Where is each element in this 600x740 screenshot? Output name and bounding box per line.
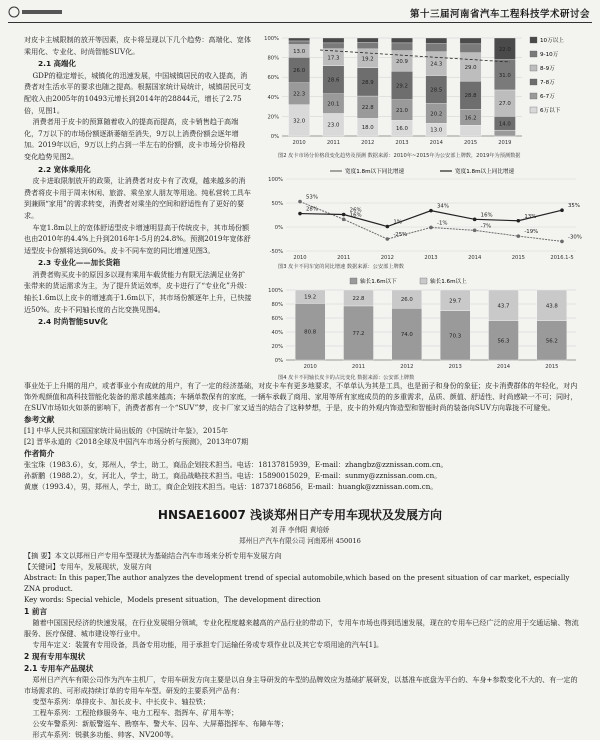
- legend-swatch: [530, 65, 537, 71]
- axle-length-stacked-chart: [260, 276, 590, 374]
- bar-segment: [289, 41, 310, 45]
- section-2-1-paragraph-2: 消费者用于皮卡的预算随着收入的提高而提高，皮卡销售趋于高端化，7万以下的市场份额逐渐萎缩至消失，9万以上消费份额会逐年增加。2019年以后，9万以上约占到一半左右的份额，皮卡市场分价格段变化趋势见图2。: [24, 117, 246, 161]
- data-point: [429, 209, 433, 213]
- author-bio-1: 张宝珠（1983.6），女，郑州人，学士，助工，商品企划技术担当。电话：18137815939，E-mail：zhangbz@zznissan.com.cn。: [24, 460, 448, 469]
- article-body: [24, 550, 584, 740]
- data-label: 22.0: [498, 46, 511, 53]
- section-2-1b-paragraph: 郑州日产汽车有限公司作为汽车主机厂，专用车研发方向主要是以自身主导研发的车型的品牌效应为基础扩展研发，以基准车底盘为平台的、车身+参数变化不大的、有一定的市场需求的、可形成持续订单的专用车车型。研发的主要系列产品有：: [24, 675, 578, 695]
- point-label: -30%: [568, 234, 582, 241]
- y-tick-label: 50%: [271, 201, 283, 207]
- data-label: 43.8: [545, 303, 558, 310]
- article-authors: 刘 萍 李伟阳 黄培娇: [270, 526, 330, 534]
- data-label: 32.0: [293, 118, 306, 125]
- point-label: -19%: [524, 229, 539, 236]
- point-label: 35%: [568, 203, 580, 210]
- y-tick-label: 20%: [267, 114, 279, 121]
- bar-segment: [460, 44, 481, 53]
- header-title: 第十三届河南省汽车工程科技学术研讨会: [409, 9, 590, 20]
- x-tick-label: 2010: [293, 255, 307, 261]
- data-point: [473, 229, 477, 233]
- data-label: 29.7: [449, 298, 462, 305]
- data-label: 56.3: [497, 338, 510, 345]
- legend-label: 8-9万: [540, 66, 555, 72]
- y-tick-label: -50%: [269, 249, 283, 255]
- point-label: 16%: [480, 212, 493, 219]
- legend-swatch: [350, 278, 357, 284]
- section-2-1b-heading: 2.1 专用车产品现状: [24, 664, 94, 673]
- section-1-paragraph-1: 随着中国国民经济的快速发展，在行业发展细分领域，专业化程度越来越高的产品行业的带动下，专用车市场也得到迅速发展，现在的专用车已经广泛的应用于交通运输、物流服务、医疗保健、城市建设等行业中。: [24, 618, 579, 638]
- data-label: 43.7: [497, 303, 510, 310]
- data-label: 56.2: [545, 338, 558, 345]
- point-label: 26%: [349, 207, 362, 214]
- x-tick-label: 2016.1-5: [550, 255, 574, 261]
- y-tick-label: 100%: [264, 36, 279, 42]
- data-label: 19.2: [361, 56, 374, 63]
- data-label: 22.8: [352, 295, 365, 302]
- x-tick-label: 2014: [429, 140, 443, 146]
- figure-4-caption: 图4 皮卡不同轴长皮卡的占比变化 数据来源：公安部上牌数: [278, 375, 415, 381]
- x-tick-label: 2011: [337, 255, 351, 261]
- keywords-cn: 【关键词】专用车，发展现状，发展方向: [24, 562, 152, 571]
- trend-line: [320, 50, 510, 62]
- legend-swatch: [420, 278, 427, 284]
- section-2-2-paragraph-2: 车宽1.8m以上的宽体舒适型皮卡增速明显高于传统皮卡，其市场份额也由2010年的4.4%上升到2016年1-5月的24.8%。预测2019年宽体舒适型皮卡份额将达到60%。皮卡不同车宽的同比增速见图3。: [24, 222, 251, 255]
- x-tick-label: 2015: [545, 364, 559, 370]
- bar-segment: [460, 125, 481, 136]
- bar-segment: [323, 43, 344, 49]
- bar-segment: [289, 38, 310, 41]
- product-list-item: 变型车系列：单排皮卡、加长皮卡、中长皮卡、轴拉铁；: [32, 697, 210, 706]
- x-tick-label: 2014: [468, 255, 482, 261]
- width-growth-line-chart: [260, 165, 590, 263]
- reference-1: [1] 中华人民共和国国家统计局出版的《中国统计年鉴》，2015年: [24, 426, 229, 435]
- data-label: 31.0: [498, 72, 511, 79]
- legend-label: 宽度1.8m以下同比增速: [345, 169, 405, 175]
- legend-swatch: [530, 79, 537, 85]
- article-affiliation: 郑州日产汽车有限公司 河南郑州 450016: [239, 537, 361, 545]
- bar-segment: [357, 42, 378, 48]
- figure-3-caption: 图3 皮卡不同车宽的同比增速 数据来源：公安部上牌数: [278, 264, 404, 270]
- section-2-2-paragraph-1: 皮卡进取限制放开的政策，让消费者对皮卡有了改观，越来越多的消费者将皮卡用于周末休闲、旅游、乘坐家人朋友等用途。纯私营转工具车到兼顾“家用”的需求转变，消费者对乘坐的空间和舒适性有了更好的要求。: [24, 176, 251, 220]
- abstract-cn: 【摘 要】本文以郑州日产专用车型现状为基础结合汽车市场来分析专用车发展方向: [24, 551, 282, 560]
- data-label: 29.2: [395, 83, 409, 90]
- y-tick-label: 20%: [271, 344, 283, 350]
- legend-label: 6-7万: [540, 94, 555, 100]
- legend-label: 轴长1.6m以上: [430, 279, 467, 285]
- data-point: [473, 218, 477, 222]
- point-label: 28%: [306, 206, 318, 213]
- x-tick-label: 2014: [496, 364, 511, 370]
- x-tick-label: 2010: [292, 140, 306, 146]
- data-point: [560, 240, 564, 244]
- abstract-en: Abstract: In this paper,The author analyzes the development trend of special automobile,which based on the present situation of car market, especially ZNA product.: [24, 573, 570, 593]
- bar-segment: [323, 38, 344, 43]
- section-2-3-paragraph-1: 消费者购买皮卡的原因多以现有乘用车载货能力有限无法满足业务扩张带来的货运需求为主，为了提升货运效率，皮卡进行了“专业化”升级：轴长1.6m以上皮卡的增速高于1.6m以下，其市场份额逐年上升，已快接近50%。皮卡不同轴长度的占比变换见图4。: [24, 269, 252, 314]
- x-tick-label: 2019: [498, 140, 512, 146]
- bar-segment: [460, 38, 481, 44]
- section-2-1-heading: 2.1 高端化: [38, 59, 76, 69]
- article-title: HNSAE16007 浅谈郑州日产专用车现状及发展方向: [157, 508, 443, 522]
- data-point: [517, 234, 521, 238]
- figure-2: [260, 32, 590, 159]
- data-label: 24.3: [430, 61, 443, 68]
- bar-segment: [426, 44, 447, 52]
- data-point: [298, 212, 302, 216]
- bar-segment: [357, 38, 378, 42]
- data-label: 77.2: [352, 330, 365, 337]
- x-tick-label: 2010: [303, 364, 317, 370]
- data-label: 13.0: [430, 127, 443, 134]
- x-tick-label: 2015: [511, 255, 525, 261]
- figure-2-caption: 图2 皮卡市场分价格段变化趋势及预测 数据来源：2010年~2015年为公安部上牌数，2019年为预测数据: [278, 153, 521, 159]
- x-tick-label: 2013: [424, 255, 438, 261]
- section-2-4-paragraph: 事业处于上升期的用户，或者事业小有成就的用户，有了一定的经济基础，对皮卡车有更多地要求，不单单认为其是工具，也是面子和身份的象征；皮卡消费群体的年轻化，对内饰外观颜值和高科技智能化装备的需求越来越高；车辆单数保有的家庭，一辆车承载了商用、家用等所有家庭成员的的多重需求，品质、颜值、舒适性、时尚感缺一不可；同时，在SUV市场如火如荼的影响下，消费者都有一个“SUV”梦，皮卡厂家又适当的结合了这种梦想，于是，皮卡的外观内饰造型和智能时尚的装备向SUV方向靠拢不可避免。: [24, 381, 578, 412]
- data-label: 13.0: [293, 48, 306, 55]
- data-label: 29.0: [464, 64, 477, 71]
- legend-swatch: [530, 93, 537, 99]
- data-label: 28.9: [361, 79, 374, 86]
- y-tick-label: 100%: [268, 177, 283, 183]
- product-list-item: 工程车系列：工程抢修服务车、电力工程车、指挥车、矿用车等；: [32, 708, 239, 717]
- data-label: 26.0: [400, 297, 413, 304]
- data-label: 28.5: [430, 87, 443, 94]
- data-label: 27.0: [498, 101, 511, 108]
- data-label: 22.8: [361, 105, 374, 112]
- y-tick-label: 60%: [267, 75, 279, 82]
- point-label: 16%: [349, 212, 362, 219]
- reference-2: [2] 晋华永道的《2018全球及中国汽车市场分析与预测》，2013年07期: [24, 437, 249, 446]
- data-label: 14.0: [498, 121, 511, 128]
- y-tick-label: 100%: [268, 288, 283, 294]
- data-label: 20.2: [430, 111, 443, 118]
- price-segment-stacked-chart: [260, 32, 590, 152]
- y-tick-label: 0%: [270, 134, 279, 140]
- figure-3: [260, 165, 590, 270]
- figures-column: [260, 32, 590, 381]
- section-2-4-block: [24, 380, 584, 492]
- point-label: 34%: [437, 203, 449, 210]
- x-tick-label: 2011: [326, 140, 341, 146]
- author-bio-2: 孙新鹏（1988.2），女，河北人，学士，助工，商品战略技术担当。电话：15890015029，E-mail：sunmy@zznissan.com.cn。: [24, 471, 442, 480]
- bar-segment: [494, 130, 515, 136]
- data-label: 20.1: [327, 101, 340, 108]
- data-point: [386, 237, 390, 241]
- section-2-2-heading: 2.2 宽体乘用化: [38, 164, 91, 174]
- data-label: 74.0: [400, 332, 413, 339]
- x-tick-label: 2012: [400, 364, 414, 370]
- data-label: 23.0: [327, 122, 340, 129]
- data-point: [429, 226, 433, 230]
- header-rule: [8, 22, 592, 23]
- legend-swatch: [530, 51, 537, 57]
- data-point: [298, 200, 302, 204]
- left-column: [24, 34, 252, 328]
- point-label: 13%: [524, 213, 537, 220]
- data-label: 20.9: [395, 58, 409, 65]
- section-2-heading: 2 现有专用车现状: [24, 652, 86, 661]
- data-label: 26.0: [293, 68, 306, 75]
- section-2-1-paragraph-1: GDP的稳定增长，城镇化的迅速发展，中国城镇居民的收入提高，消费者对生活水平的要求也随之提高。根据国家统计局统计，城镇居民可支配收入由2005年的10493元增长到2014年的28844元，增长了2.75倍，见图1。: [24, 70, 251, 115]
- data-label: 17.3: [327, 55, 340, 62]
- y-tick-label: 0%: [274, 358, 283, 364]
- y-tick-label: 40%: [267, 94, 279, 101]
- section-2-4-heading: 2.4 时尚智能SUV化: [38, 317, 108, 327]
- legend-label: 9-10万: [540, 52, 559, 58]
- data-label: 22.3: [293, 91, 306, 98]
- data-label: 18.0: [361, 125, 374, 132]
- data-point: [560, 208, 564, 212]
- data-label: 21.0: [395, 108, 409, 115]
- point-label: 1%: [393, 219, 402, 226]
- author-bio-heading: 作者简介: [24, 449, 55, 458]
- legend-swatch: [530, 37, 537, 43]
- y-tick-label: 80%: [267, 55, 279, 62]
- legend-label: 轴长1.6m以下: [360, 279, 397, 285]
- x-tick-label: 2013: [448, 364, 462, 370]
- figure-4: [260, 276, 590, 381]
- data-point: [342, 213, 346, 217]
- section-1-paragraph-2: 专用车定义：装置有专用设备，具备专用功能，用于承担专门运输任务或专项作业以及其它专项用途的汽车[1]。: [32, 640, 384, 649]
- bar-segment: [391, 38, 412, 43]
- data-label: 16.0: [395, 126, 409, 133]
- point-label: -25%: [393, 232, 408, 238]
- data-point: [342, 218, 346, 222]
- y-tick-label: 60%: [271, 316, 283, 322]
- section-1-heading: 1 前言: [24, 607, 48, 616]
- data-point: [517, 219, 521, 223]
- data-label: 28.6: [327, 77, 340, 84]
- bar-segment: [426, 38, 447, 44]
- author-bio-3: 黄康（1993.4），男，郑州人，学士，助工，商企企划技术担当。电话：18737186856，E-mail：huangk@zznissan.com.cn。: [24, 482, 438, 491]
- bar-segment: [391, 43, 412, 51]
- legend-swatch: [530, 107, 537, 113]
- point-label: -1%: [437, 220, 448, 227]
- data-label: 19.2: [304, 294, 317, 301]
- data-point: [386, 225, 390, 229]
- point-label: 53%: [306, 194, 318, 201]
- intro-paragraph: 对皮卡主城限制的放开等因素，皮卡将呈现以下几个趋势：高端化、宽体乘用化、专业化、时尚智能SUV化。: [24, 35, 251, 56]
- x-tick-label: 2012: [361, 140, 375, 146]
- data-label: 80.8: [304, 329, 317, 336]
- legend-label: 6万以下: [540, 108, 561, 114]
- data-label: 28.8: [464, 93, 477, 100]
- x-tick-label: 2012: [380, 255, 394, 261]
- legend-label: 7-8万: [540, 80, 555, 86]
- legend-label: 10万以上: [540, 38, 564, 44]
- legend-label: 宽度1.8m以上同比增速: [455, 169, 515, 175]
- section-2-3-heading: 2.3 专业化——加长货箱: [38, 258, 121, 268]
- product-list-item: 公安车警系列：新版警巡车、勘察车、警犬车、囚车、大屏幕指挥车、布障车等；: [32, 719, 288, 728]
- y-tick-label: 80%: [271, 302, 283, 308]
- product-list-item: 形式车系列：锐骐多功能、帅客、NV200等。: [32, 730, 178, 739]
- data-label: 16.2: [464, 115, 477, 122]
- x-tick-label: 2013: [395, 140, 409, 146]
- x-tick-label: 2011: [351, 364, 366, 370]
- y-tick-label: 0%: [274, 225, 283, 231]
- journal-logo-icon: [8, 6, 68, 18]
- x-tick-label: 2015: [463, 140, 478, 146]
- keywords-en: Key words: Special vehicle，Models present situation，The development direction: [24, 595, 321, 604]
- references-heading: 参考文献: [24, 415, 55, 424]
- series-line: [300, 202, 562, 242]
- data-label: 70.3: [449, 333, 462, 340]
- point-label: -7%: [480, 223, 492, 230]
- y-tick-label: 40%: [271, 330, 283, 336]
